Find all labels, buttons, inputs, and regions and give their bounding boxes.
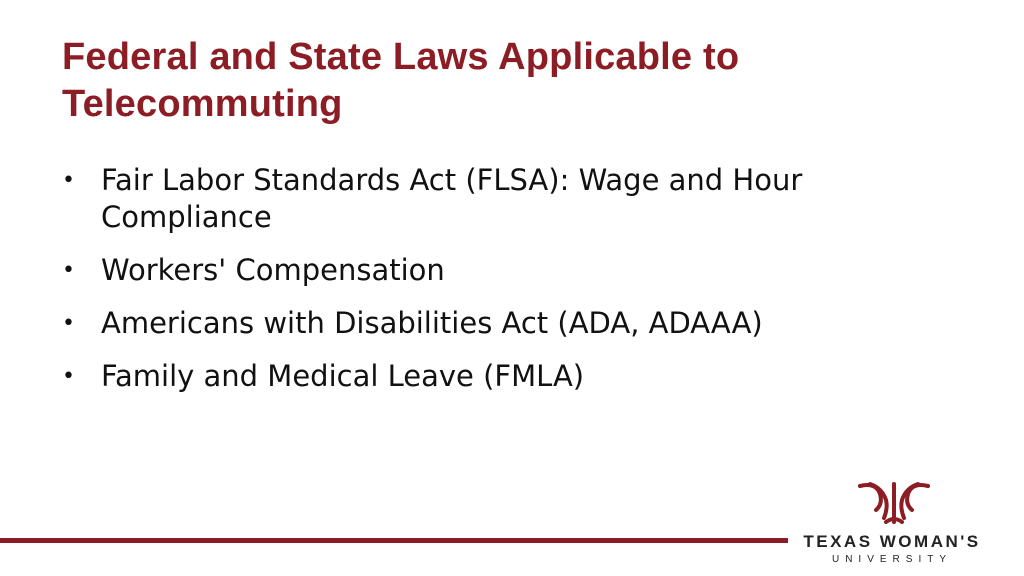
bullet-text: Americans with Disabilities Act (ADA, ADAAA)	[101, 306, 763, 340]
logo-name: TEXAS WOMAN'S	[803, 532, 981, 551]
twu-emblem-icon	[856, 478, 932, 526]
bullet-list	[62, 162, 962, 411]
bullet-item	[62, 252, 962, 289]
university-logo	[792, 470, 1002, 570]
logo-subtitle: UNIVERSITY	[831, 554, 952, 565]
bullet-marker: •	[62, 258, 75, 283]
bullet-marker: •	[62, 364, 75, 389]
bullet-marker: •	[62, 168, 75, 193]
slide-title: Federal and State Laws Applicable to Telecommuting	[62, 36, 740, 125]
footer-divider	[0, 538, 788, 543]
bullet-marker: •	[62, 311, 75, 336]
bullet-item	[62, 305, 962, 342]
bullet-text: Fair Labor Standards Act (FLSA): Wage and Hour Compliance	[101, 163, 803, 234]
bullet-text: Family and Medical Leave (FMLA)	[101, 359, 585, 393]
bullet-text: Workers' Compensation	[101, 253, 445, 287]
bullet-item	[62, 358, 962, 395]
bullet-item	[62, 162, 962, 236]
